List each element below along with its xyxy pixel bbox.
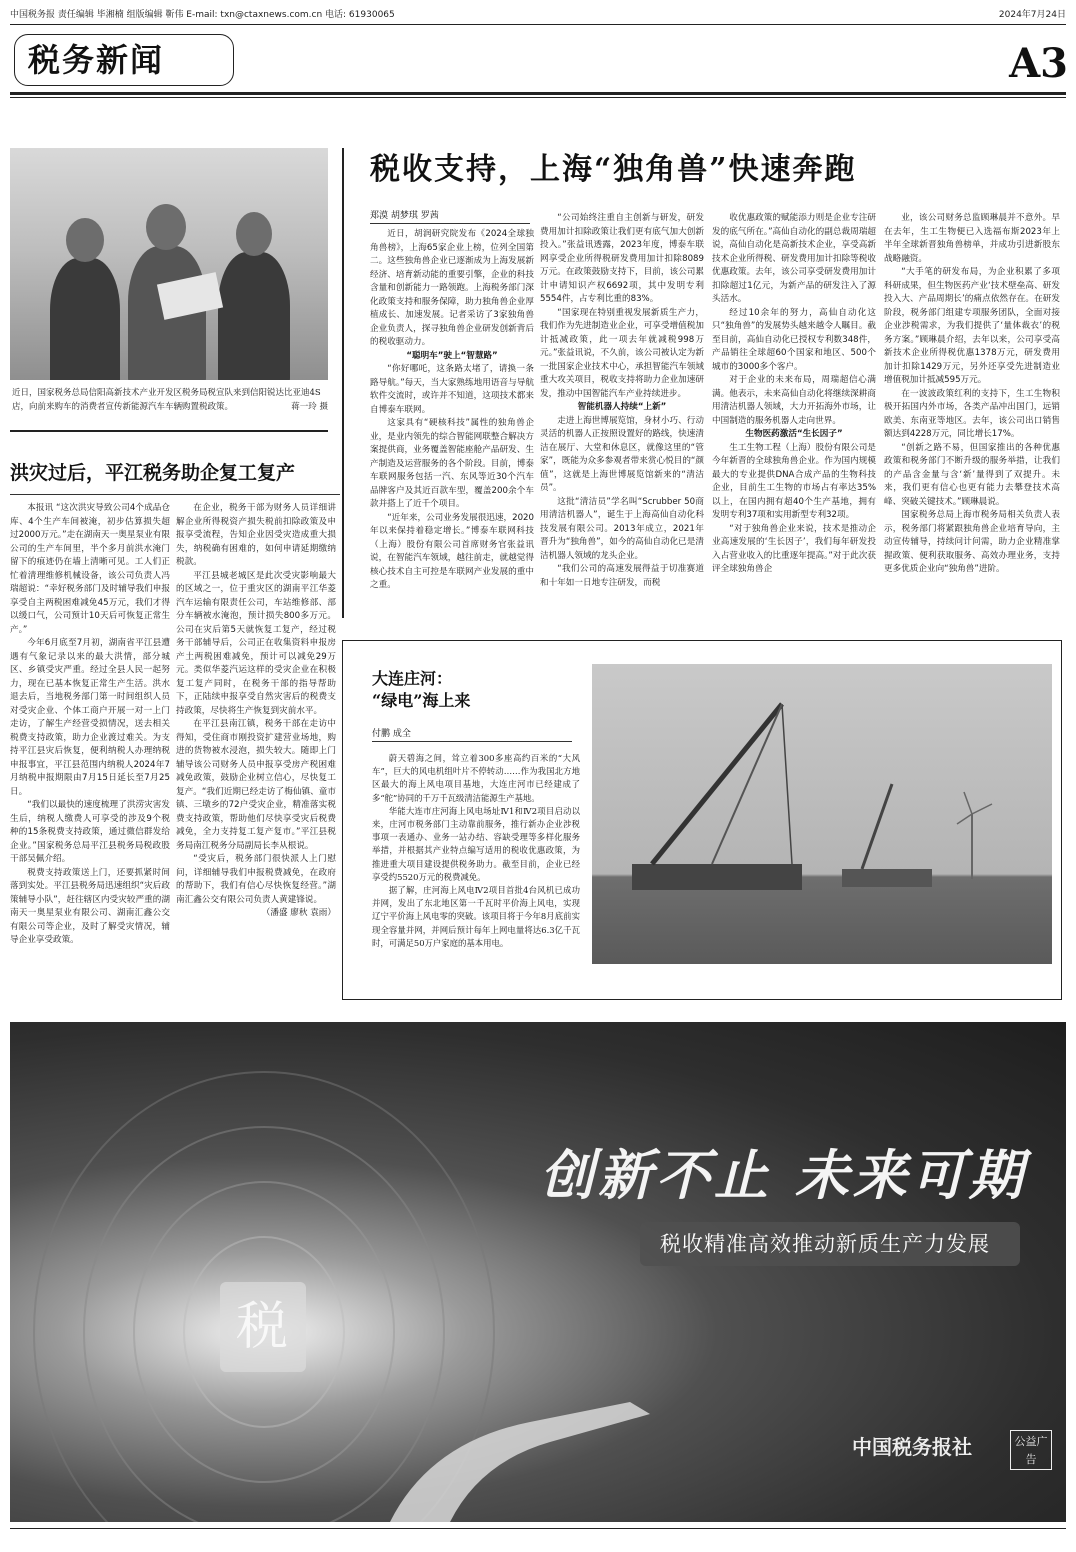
main-column-2: [540, 212, 704, 628]
crane-ship-illustration: [592, 664, 1052, 964]
flood-headline: 洪灾过后，平江税务助企复工复产: [10, 462, 296, 484]
photo-figure-left: [50, 258, 120, 380]
paragraph: 税费支持政策送上门，还要抓紧时间落到实处。平江县税务局迅速组织“灾后政策辅导小队”，赶往辖区内受灾较严重的湖南天一奥星泵业有限公司、湖南汇鑫公交有限公司等企业，及时了解受灾情况，辅导企业享受政策。: [10, 867, 170, 945]
paragraph: 生工生物工程（上海）股份有限公司是今年新晋的全球独角兽企业。作为国内规模最大的专业提供DNA合成产品的生物科技企业，目前生工生物的市场占有率达35%以上，在国内拥有超40个生产基地，拥有发明专利37项和实用新型专利32项。: [712, 442, 876, 520]
paragraph: 平江县城老城区是此次受灾影响最大的区域之一，位于重灾区的湖南平江华菱汽车运输有限责任公司，车站维修部、部分车辆被水淹泡，预计损失800多万元。公司在灾后第5天就恢复工复产，经过税务干部辅导后，公司正在收集资料申报房产土两税困难减免，预计可以减免29万元。类似华菱汽运这样的受灾企业在积极复工复产同时，在税务干部的指导帮助下，正陆续申报享受自然灾害后的税费支持政策，尽快将生产恢复到灾前水平。: [176, 570, 336, 716]
photo-head-center: [146, 204, 186, 250]
section-title: 税务新闻: [28, 41, 165, 79]
paragraph: 国家税务总局上海市税务局相关负责人表示，税务部门将紧跟独角兽企业培育导向，主动宣传辅导，持续问计问需，助力企业精准掌握政策、便利获取服务、高效办理业务，支持更多优质企业向“独角兽”进阶。: [884, 510, 1060, 574]
paragraph: 在企业，税务干部为财务人员详细讲解企业所得税资产损失税前扣除政策及申报享受流程，告知企业因受灾造成重大损失，纳税确有困难的，如何申请延期缴纳税款。: [176, 503, 336, 567]
main-column-4: [884, 212, 1060, 628]
main-column-3: [712, 212, 876, 628]
paragraph: 这批“清洁员”学名叫“Scrubber 50商用清洁机器人”，诞生于上海高仙自动化科技发展有限公司。2013年成立，2021年晋升为“独角兽”，如今的高仙自动化已是清洁机器人领域的龙头企业。: [540, 496, 704, 561]
paragraph: 走进上海世博展览馆，身材小巧、行动灵活的机器人正按照设置好的路线，快速清洁在展厅、大堂和休息区，就像这里的“管家”，既能为众多参观者带来赏心悦目的“颜值”，这就是上海世博展览馆新来的“清洁员”。: [540, 415, 704, 493]
second-ship-hull: [842, 869, 932, 887]
second-crane-boom: [862, 784, 892, 869]
main-column-1: [370, 228, 534, 628]
subheading: 生物医药激活“生长因子”: [745, 429, 843, 439]
flood-column-1: [10, 502, 170, 1002]
photo-caption: [12, 386, 328, 414]
paragraph: 对于企业的未来布局，周瑞超信心满满。他表示，未来高仙自动化将继续深耕商用清洁机器人领域，大力开拓海外市场，让中国制造的服务机器人走向世界。: [712, 375, 876, 426]
paragraph: 经过10余年的努力，高仙自动化这只“独角兽”的发展势头越来越令人瞩目。截至目前，高仙自动化已授权专利数348件，产品销往全球超60个国家和地区、500个城市的3000多个客户。: [712, 307, 876, 372]
publisher-logo: 中国税务报社: [852, 1435, 972, 1459]
photo-credit: 蒋一玲 摄: [291, 402, 328, 412]
paragraph: “你好哪吒，这条路太堵了，请换一条路导航。”每天，当大家熟练地用语音与导航软件交流时，或许并不知道，这项技术都来自博泰车联网。: [370, 364, 534, 415]
rule-head: [10, 92, 1066, 95]
dalian-headline: 大连庄河：: [372, 669, 453, 688]
wind-turbine-blade: [972, 804, 992, 814]
paragraph: “受灾后，税务部门很快派人上门慰问，详细辅导我们申报税费减免，在政府的帮助下，我们有信心尽快恢复经营。”湖南汇鑫公交有限公司负责人黄建锋说。: [176, 854, 336, 905]
paragraph: 近日，胡润研究院发布《2024全球独角兽榜》，上海65家企业上榜，位列全国第二。这些独角兽企业已逐渐成为上海发展新经济、培育新动能的重要引擎，企业的科技含量和创新能力一路领跑。上海税务部门深化政策支持和服务保障，助力独角兽企业厚植成长、加速发展。记者采访了3家独角兽企业负责人，探寻独角兽企业研发创新背后的税收驱动力。: [370, 229, 534, 347]
public-ad-badge: 公益广告: [1010, 1430, 1052, 1470]
main-author: 郑漠 胡梦琪 罗茜: [370, 211, 439, 221]
paragraph: 蔚天碧海之间，耸立着300多座高约百米的“大风车”，巨大的风电机组叶片不停转动……作为我国北方地区最大的海上风电项目基地，大连庄河市已经建成了多“舵”协同的千万千瓦级清洁能源生产基地。: [372, 753, 580, 803]
photo-head-left: [66, 218, 104, 262]
paragraph: “创新之路不易，但国家推出的各种优惠政策和税务部门不断升级的服务举措，让我们的产品含金量与含‘新’量得到了双提升。未来，我们更有信心也更有能力去攀登技术高峰、突破关键技术。”顾琳晨说。: [884, 442, 1060, 507]
paragraph: 这家具有“硬核科技”属性的独角兽企业，是业内领先的综合智能网联整合解决方案提供商，业务覆盖智能座舱产品研发、生产制造及运营服务的各个阶段。目前，博泰车联网服务包括一汽、东风等近30个汽车品牌客户及其近百款车型，覆盖200余个车款并搭上了近千个项目。: [370, 418, 534, 509]
paragraph: “公司始终注重自主创新与研发，研发费用加计扣除政策让我们更有底气加大创新投入。”张益讯透露，2023年度，博泰车联网享受企业所得税研发费用加计扣除8089万元。在政策鼓励支持下，目前，该公司累计申请知识产权6692项，其中发明专利5554件，占专利比重的83%。: [540, 213, 704, 304]
subheading: “聪明车”驶上“智慧路”: [406, 350, 498, 361]
paragraph: “我们公司的高速发展得益于切准赛道和十年如一日地专注研发，而税: [540, 564, 704, 588]
paragraph: 在一波波政策红利的支持下，生工生物积极开拓国内外市场，各类产品冲出国门，远销欧美、东南亚等地区。去年，该公司出口销售额达到4228万元，同比增长17%。: [884, 388, 1060, 439]
paragraph: 本报讯 “这次洪灾导致公司4个成品仓库、4个生产车间被淹，初步估算损失超过2000万元。”走在湖南天一奥星泵业有限公司的生产车间里，半个多月前洪水淹门留下的痕迹仍在墙上清晰可见。工人们正忙着清理维修机械设备，该公司负责人冯瑞超说：“幸好税务部门及时辅导我们申报享受自主两税困难减免45万元，我们才得以缓口气，公司预计10天后可恢复正常生产。”: [10, 503, 170, 635]
masthead: [10, 8, 1066, 22]
paragraph: “对于独角兽企业来说，技术是推动企业高速发展的‘生长因子’，我们每年研发投入占营业收入的比重逐年提高。”对于此次获评全球独角兽企: [712, 523, 876, 574]
crane-ship-hull: [632, 864, 802, 890]
flood-column-2: [176, 502, 336, 1002]
wind-turbine-blade: [957, 814, 972, 824]
photo-figure-right: [218, 252, 290, 380]
rule-top: [10, 24, 1066, 25]
dalian-column: [372, 752, 580, 992]
crane-cable: [782, 704, 792, 864]
page-number: A3: [1009, 40, 1068, 87]
rule-left: [10, 430, 328, 432]
photo-head-right: [236, 212, 272, 256]
paragraph: 在平江县南江镇，税务干部在走访中得知，受住商市刚投资扩建营业场地，购进的货物被水浸泡，损失较大。随即上门辅导该公司财务人员申报享受房产税困难减免政策，鼓励企业树立信心，尽快复工复产。“我们近期已经走访了梅仙镇、童市镇、三墩乡的72户受灾企业，精准落实税费支持政策，帮助他们尽快享受灾后税费减免，全力支持复工复产复市。”平江县税务局南江税务分局副局长李从根说。: [176, 719, 336, 851]
dalian-author: 付鹏 成全: [372, 729, 411, 739]
masthead-info: 中国税务报 责任编辑 毕湘楠 组版编辑 靳伟 E-mail: txn@ctaxnews.com.cn 电话: 61930065: [10, 10, 395, 20]
paragraph: 收优惠政策的赋能添力则是企业专注研发的底气所在。”高仙自动化的副总裁周瑞超说，高仙自动化是高新技术企业，享受高新技术企业所得税、研发费用加计扣除等税收优惠政策。去年，该公司享受研发费用加计扣除超过1亿元，为新产品的研发注入了源头活水。: [712, 213, 876, 304]
paragraph: “国家现在特别重视发展新质生产力，我们作为先进制造业企业，可享受增值税加计抵减政策，此一项去年就减税998万元。”张益讯说，不久前，该公司被认定为新一批国家企业技术中心，承担智能汽车领域重大攻关项目，税收支持将助力企业加速研发，推动中国智能汽车产业持续进步。: [540, 307, 704, 399]
main-author-rule: [370, 223, 530, 224]
rule-flood: [10, 494, 340, 495]
offshore-crane-photo: [592, 664, 1052, 964]
paragraph: 华能大连市庄河海上风电场址Ⅳ1和Ⅳ2项目启动以来，庄河市税务部门主动靠前服务，推行新办企业涉税事项一表通办、业务一站办结、容缺受理等多样化服务举措，并根据其产业特点编写适用的税收优惠政策，为推进重大项目建设提供税务助力。截至目前，企业已经享受约5520万元的税费减免。: [372, 805, 580, 882]
main-vertical-rule: [342, 148, 344, 618]
paragraph: “我们以最快的速度梳理了洪涝灾害发生后，纳税人缴费人可享受的涉及9个税种的15条税费支持政策，通过微信群发给企业。”国家税务总局平江县税务局税政股干部吴佩介绍。: [10, 800, 170, 864]
ad-slogan: 创新不止 未来可期: [540, 1143, 1027, 1207]
tax-tile-glyph: 税: [236, 1297, 289, 1357]
crane-stay: [712, 704, 782, 864]
paragraph: 据了解，庄河海上风电Ⅳ2项目首批4台风机已成功并网，发出了东北地区第一千瓦时平价海上风电，实现辽宁平价海上风电零的突破。该项目将于今年8月底前实现全容量并网，并网后预计每年上网电量将达6.3亿千瓦时，可满足50万户家庭的基本用电。: [372, 885, 580, 948]
paragraph: 今年6月底至7月初，湖南省平江县遭遇有气象记录以来的最大洪情，部分城区、乡镇受灾严重。经过全县人民一起努力，现在已基本恢复正常生产生活。洪水退去后，当地税务部门第一时间组织人员对受灾企业、个体工商户开展一对一上门走访，了解生产经营受损情况，送去相关税费支持政策，助力企业渡过难关。为支持平江县灾后恢复，便利纳税人办理纳税申报事宜，平江县范围内纳税人2024年7月纳税申报期限由7月15日延长至7月25日。: [10, 638, 170, 797]
rule-bottom: [10, 1528, 1066, 1529]
photo-caption-text: 近日，国家税务总局信阳高新技术产业开发区税务局税宣队来到信阳锐达比亚迪4S店，向前来购车的消费者宣传新能源汽车车辆购置税政策。: [12, 388, 321, 412]
crane-boom: [652, 704, 782, 864]
paragraph: 业，该公司财务总监顾琳晨并不意外。早在去年，生工生物便已入选福布斯2023年上半年全球新晋独角兽榜单，并成功引进新股东战略融资。: [884, 213, 1060, 264]
paragraph: “大手笔的研发布局，为企业积累了多项科研成果，但生物医药产业‘技术壁垒高、研发投入大、产品周期长’的痛点依然存在。在研发阶段，税务部门组建专项服务团队，全面对接企业涉税需求，为我们提供了‘量体裁衣’的税务方案。”顾琳晨介绍，去年以来，公司享受高新技术企业所得税优惠1378万元，研发费用加计扣除1429万元，另外还享受先进制造业增值税加计抵减595万元。: [884, 267, 1060, 385]
tax-officers-photo: [10, 148, 328, 380]
masthead-date: 2024年7月24日: [998, 10, 1066, 20]
robot-hand: [390, 1402, 650, 1522]
subheading: 智能机器人持续“上新”: [577, 402, 667, 412]
wind-turbine-blade: [964, 792, 972, 814]
rule-head-thin: [10, 97, 1066, 98]
paragraph: “近年来，公司业务发展很迅速，2020年以来保持着稳定增长。”博泰车联网科技（上海）股份有限公司首席财务官张益讯说，在智能汽车领域，越往前走，就越觉得核心技术自主可控是车联网产业发展的重中之重。: [370, 512, 534, 590]
main-headline: 税收支持，上海“独角兽”快速奔跑: [370, 152, 857, 187]
dalian-author-rule: [372, 741, 572, 742]
dalian-subheadline: “绿电”海上来: [372, 691, 471, 710]
byline: （潘盛 廖秋 袁雨）: [261, 908, 336, 918]
ad-subtitle: 税收精准高效推动新质生产力发展: [660, 1232, 990, 1256]
